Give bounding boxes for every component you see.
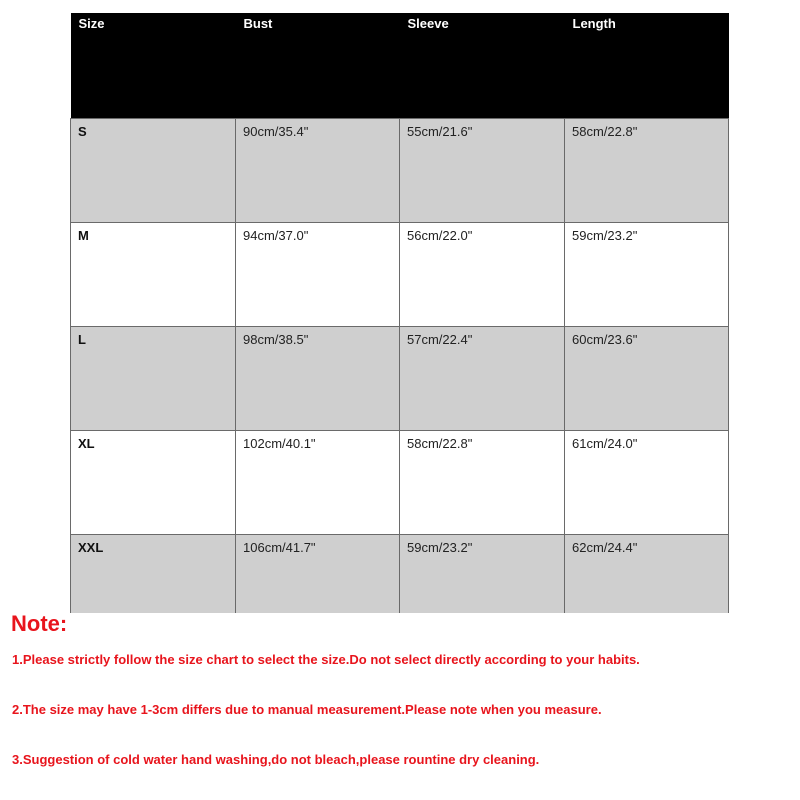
length-cell: 58cm/22.8": [565, 118, 729, 222]
bust-cell: 90cm/35.4": [236, 118, 400, 222]
header-sleeve: Sleeve: [400, 13, 565, 118]
size-cell: XL: [71, 430, 236, 534]
table-row-s: [71, 118, 729, 222]
size-chart-table: [70, 13, 729, 613]
length-cell: 60cm/23.6": [565, 326, 729, 430]
note-item-2: 2.The size may have 1-3cm differs due to manual measurement.Please note when you measure.: [12, 702, 602, 717]
length-cell: 59cm/23.2": [565, 222, 729, 326]
size-cell: S: [71, 118, 236, 222]
length-cell: 62cm/24.4": [565, 534, 729, 613]
sleeve-cell: 56cm/22.0": [400, 222, 565, 326]
sleeve-cell: 57cm/22.4": [400, 326, 565, 430]
bust-cell: 94cm/37.0": [236, 222, 400, 326]
sleeve-cell: 59cm/23.2": [400, 534, 565, 613]
table-row-xxl: [71, 534, 729, 613]
length-cell: 61cm/24.0": [565, 430, 729, 534]
table-header-row: [71, 13, 729, 118]
note-item-1: 1.Please strictly follow the size chart to select the size.Do not select directly according to your habits.: [12, 652, 640, 667]
sleeve-cell: 58cm/22.8": [400, 430, 565, 534]
bust-cell: 98cm/38.5": [236, 326, 400, 430]
header-size: Size: [71, 13, 236, 118]
table-row-m: [71, 222, 729, 326]
bust-cell: 106cm/41.7": [236, 534, 400, 613]
size-cell: M: [71, 222, 236, 326]
table-row-l: [71, 326, 729, 430]
size-cell: L: [71, 326, 236, 430]
size-cell: XXL: [71, 534, 236, 613]
header-length: Length: [565, 13, 729, 118]
header-bust: Bust: [236, 13, 400, 118]
note-item-3: 3.Suggestion of cold water hand washing,do not bleach,please rountine dry cleaning.: [12, 752, 540, 767]
table-row-xl: [71, 430, 729, 534]
note-title: Note:: [11, 611, 68, 636]
bust-cell: 102cm/40.1": [236, 430, 400, 534]
sleeve-cell: 55cm/21.6": [400, 118, 565, 222]
